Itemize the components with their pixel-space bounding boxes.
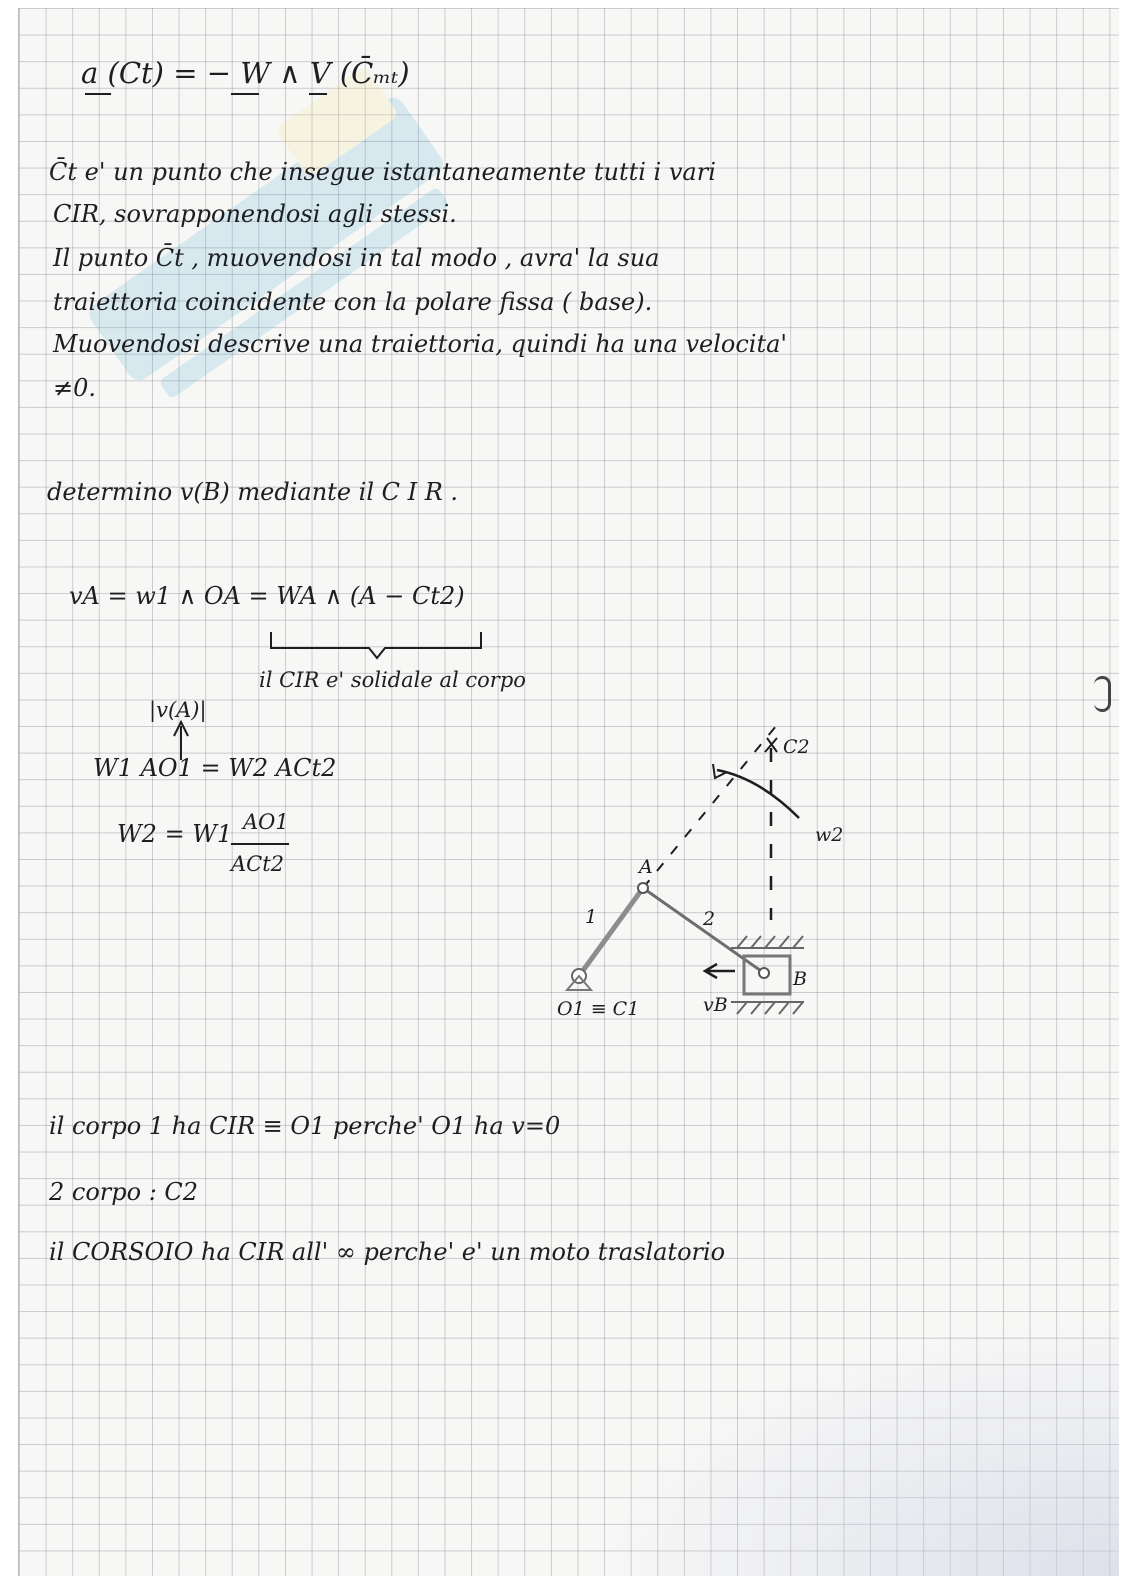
text-line-5: traiettoria coincidente con la polare fissa ( base).	[53, 288, 653, 316]
label-B: B	[793, 968, 807, 990]
text-line-6: Muovendosi descrive una traiettoria, quindi ha una velocita'	[53, 330, 788, 358]
joint-A	[638, 883, 648, 893]
formula-velocity-A: vA = w1 ∧ OA = WA ∧ (A − Ct2)	[69, 582, 465, 610]
text-line-16: il CORSOIO ha CIR all' ∞ perche' e' un moto traslatorio	[49, 1238, 726, 1266]
brace	[271, 632, 481, 658]
crank-link-1	[579, 888, 643, 976]
binder-ring	[1094, 676, 1111, 712]
notebook-page	[18, 8, 1119, 1576]
text-line-4: Il punto C̄t , muovendosi in tal modo , avra' la sua	[53, 244, 660, 272]
joint-B	[759, 968, 769, 978]
text-line-3: CIR, sovrapponendosi agli stessi.	[53, 200, 457, 228]
label-link-2: 2	[703, 908, 716, 930]
formula-acceleration: a (Ct) = − W ∧ V (C̄ₘₜ)	[81, 56, 410, 90]
w2-arc	[717, 770, 799, 818]
text-line-15: 2 corpo : C2	[49, 1178, 199, 1206]
coupler-link-2	[643, 888, 764, 973]
label-A: A	[639, 856, 653, 878]
magnitude-vA: |v(A)|	[149, 698, 207, 722]
fraction-numerator: AO1	[243, 810, 289, 834]
text-line-14: il corpo 1 ha CIR ≡ O1 perche' O1 ha v=0	[49, 1112, 561, 1140]
label-w2: w2	[815, 824, 844, 846]
formula-equality: W1 AO1 = W2 ACt2	[93, 754, 337, 782]
text-line-7: ≠0.	[53, 374, 97, 402]
label-vB: vB	[703, 994, 728, 1016]
dashed-line-AC2	[643, 720, 781, 888]
brace-annotation: il CIR e' solidale al corpo	[259, 668, 526, 692]
label-C2: C2	[783, 736, 810, 758]
label-O1: O1 ≡ C1	[557, 998, 640, 1020]
fraction-denominator: ACt2	[231, 852, 285, 876]
text-line-2: C̄t e' un punto che insegue istantaneamente tutti i vari	[49, 158, 716, 186]
text-line-8: determino v(B) mediante il C I R .	[47, 478, 459, 506]
formula-w2: W2 = W1	[117, 820, 233, 848]
mechanism-diagram	[19, 8, 1119, 1576]
label-link-1: 1	[585, 906, 598, 928]
